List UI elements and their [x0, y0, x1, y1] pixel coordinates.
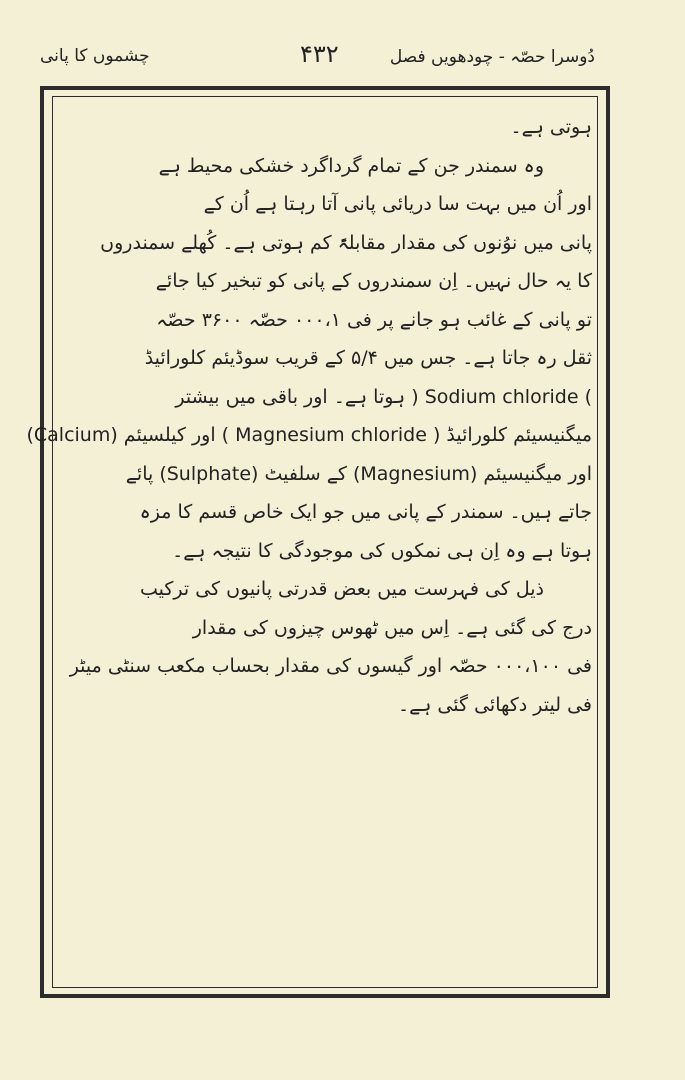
- text-line: میگنیسیئم کلورائیڈ ( Magnesium chloride ) اور کیلسیئم (Calcium): [26, 424, 592, 446]
- header-chapter-title: چشموں کا پانی: [40, 46, 150, 66]
- text-line: ہوتا ہے وہ اِن ہی نمکوں کی موجودگی کا نتیجہ ہے۔: [172, 539, 592, 562]
- text-line: ثقل رہ جاتا ہے۔ جس میں ۵/۴ کے قریب سوڈیئم کلورائیڈ: [144, 347, 592, 369]
- header-section-title: دُوسرا حصّہ - چودھویں فصل: [389, 47, 595, 67]
- text-line: فی ۰۰۰،۱۰۰ حصّہ اور گیسوں کی مقدار بحساب مکعب سنٹی میٹر: [69, 655, 592, 677]
- text-line: ذیل کی فہرست میں بعض قدرتی پانیوں کی ترکیب: [139, 578, 544, 600]
- text-line: اور میگنیسیئم (Magnesium) کے سلفیٹ (Sulphate) پائے: [125, 462, 592, 485]
- text-line: تو پانی کے غائب ہو جانے پر فی ۰۰۰،۱ حصّہ ۳۶۰۰ حصّہ: [156, 308, 592, 331]
- text-line: ) Sodium chloride ( ہوتا ہے۔ اور باقی میں بیشتر: [175, 385, 592, 408]
- text-line: جاتے ہیں۔ سمندر کے پانی میں جو ایک خاص قسم کا مزہ: [139, 501, 592, 523]
- text-line: اور اُن میں بہت سا دریائی پانی آتا رہتا ہے اُن کے: [203, 193, 592, 215]
- text-line: فی لیتر دکھائی گئی ہے۔: [397, 693, 592, 716]
- text-line: پانی میں نوُنوں کی مقدار مقابلۃً کم ہوتی ہے۔ کُھلے سمندروں: [100, 231, 592, 254]
- text-line: کا یہ حال نہیں۔ اِن سمندروں کے پانی کو تبخیر کیا جائے: [155, 270, 592, 292]
- text-line: درج کی گئی ہے۔ اِس میں ٹھوس چیزوں کی مقدار: [192, 616, 592, 639]
- text-line: وہ سمندر جن کے تمام گرداگرد خشکی محیط ہے: [158, 154, 544, 177]
- page-number: ۴۳۲: [300, 40, 339, 68]
- page-header: [0, 40, 685, 80]
- body-text: [26, 108, 592, 724]
- text-line: ہوتی ہے۔: [510, 116, 592, 138]
